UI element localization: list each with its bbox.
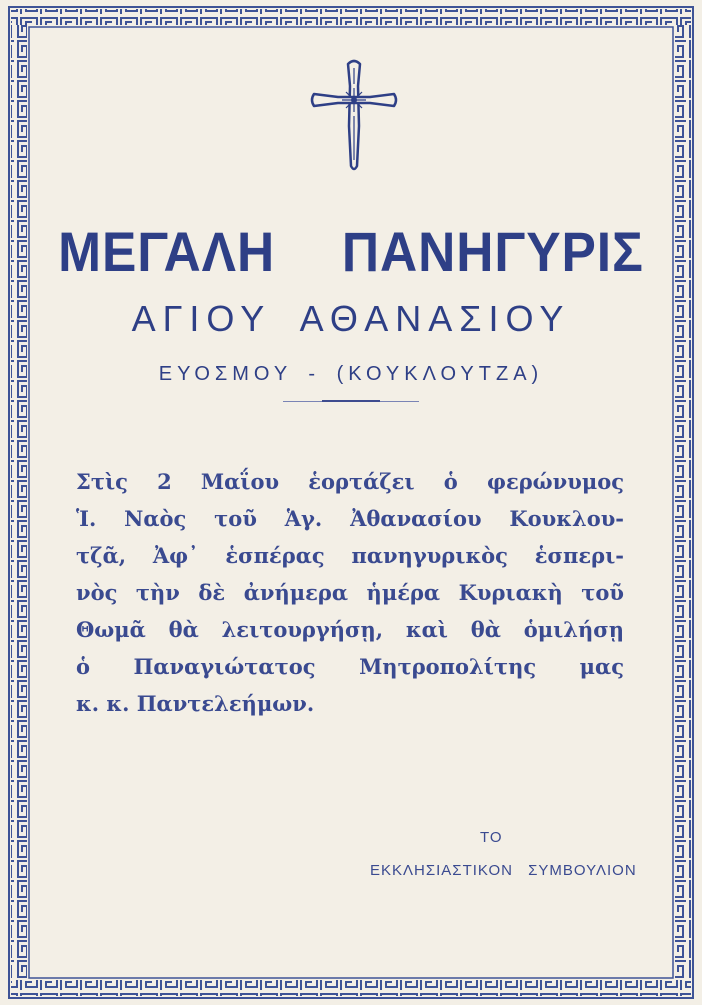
- announcement-line: κ. κ. Παντελεήμων.: [76, 691, 315, 716]
- announcement-line: Θωμᾶ θὰ λειτουργήσῃ, καὶ θὰ ὁμιλήσῃ: [76, 617, 624, 642]
- announcement-line: τζᾶ, Ἀφ᾽ ἑσπέρας πανηγυρικὸς ἑσπερι-: [76, 543, 624, 568]
- poster-subtitle: ΑΓΙΟΥ ΑΘΑΝΑΣΙΟΥ: [131, 298, 571, 339]
- announcement-line: ὁ Παναγιώτατος Μητροπολίτης μας: [76, 654, 624, 679]
- poster-location: ΕΥΟΣΜΟΥ - (ΚΟΥΚΛΟΥΤΖΑ): [158, 363, 544, 385]
- divider-accent: [322, 400, 380, 402]
- cross-icon: [308, 56, 400, 176]
- announcement-text: [76, 463, 624, 722]
- announcement-line: νὸς τὴν δὲ ἀνήμερα ἡμέρα Κυριακὴ τοῦ: [76, 580, 624, 605]
- signature-name: ΕΚΚΛΗΣΙΑΣΤΙΚΟΝ ΣΥΜΒΟΥΛΙΟΝ: [370, 862, 637, 879]
- announcement-line: Ἱ. Ναὸς τοῦ Ἁγ. Ἀθανασίου Κουκλου-: [76, 506, 624, 531]
- poster-title: ΜΕΓΑΛΗ ΠΑΝΗΓΥΡΙΣ: [58, 220, 644, 283]
- signature-article: ΤΟ: [480, 829, 503, 846]
- announcement-line: Στὶς 2 Μαΐου ἑορτάζει ὁ φερώνυμος: [76, 469, 624, 494]
